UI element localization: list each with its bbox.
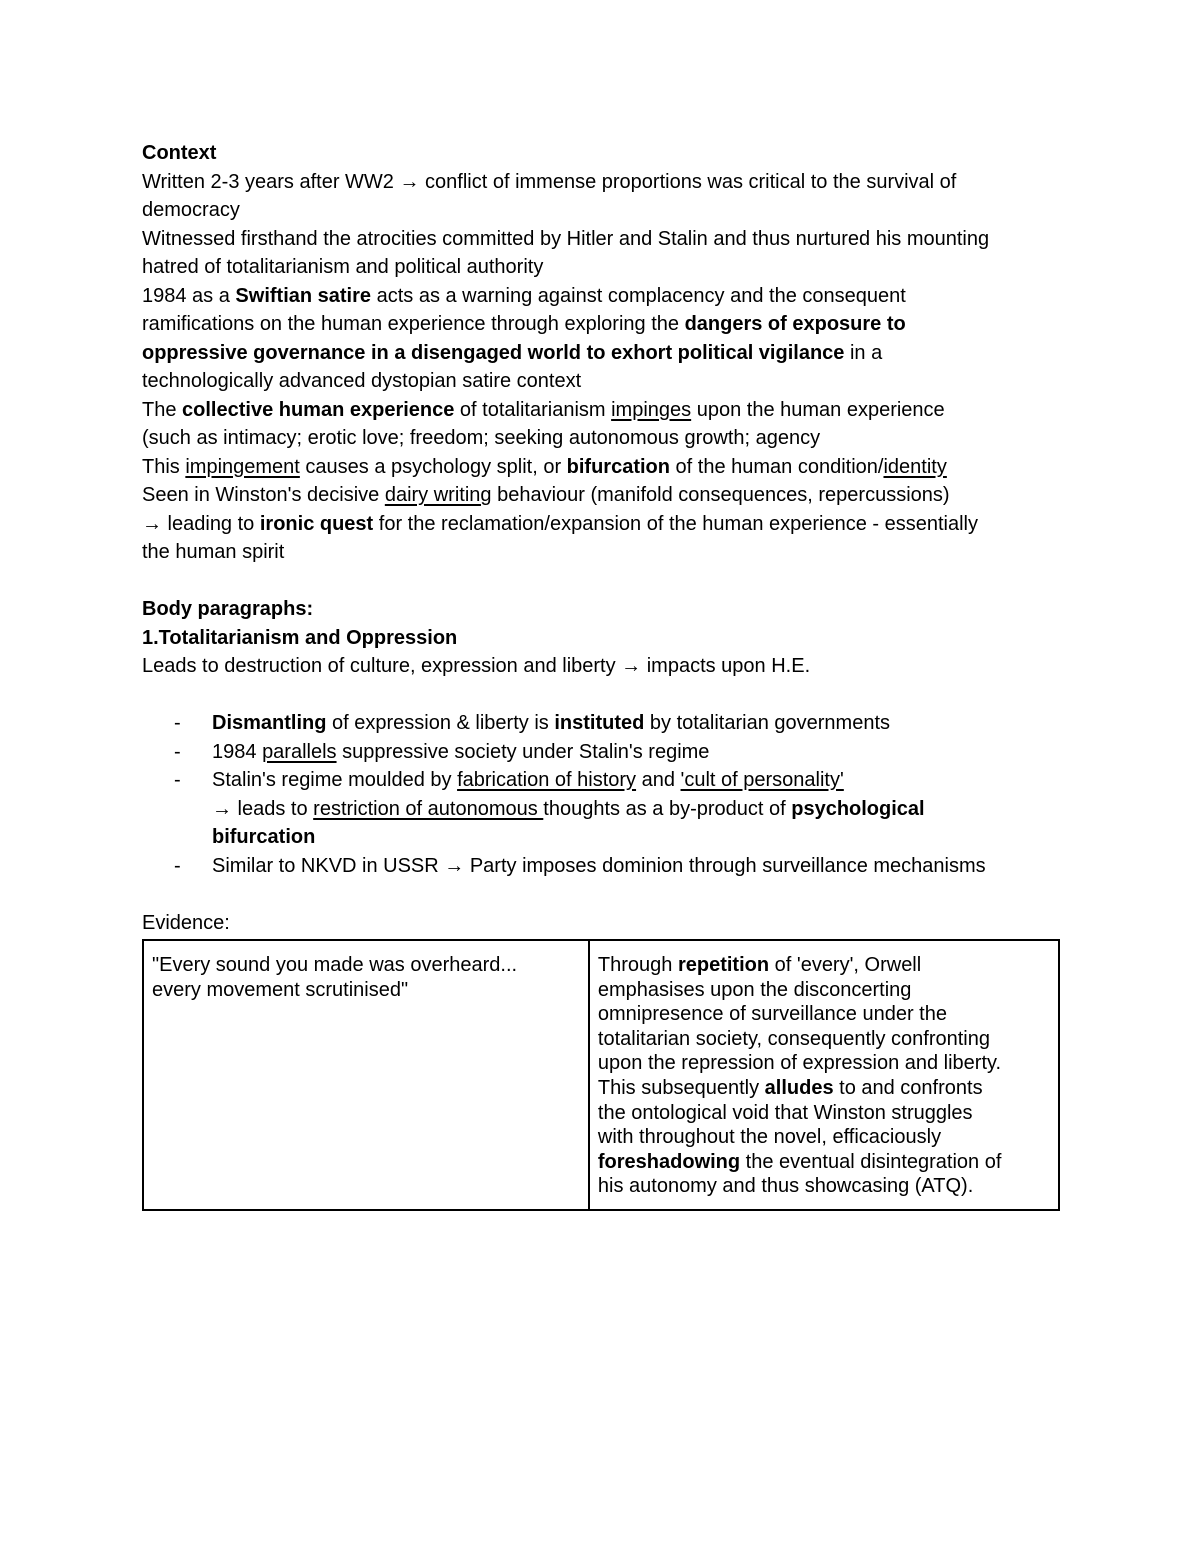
underlined-term: restriction of autonomous	[313, 797, 544, 820]
bold-term: Dismantling	[212, 712, 327, 734]
context-line	[142, 396, 1067, 425]
text: ramifications on the human experience through exploring the	[142, 313, 685, 335]
context-line	[142, 310, 1067, 339]
analysis-line	[598, 1076, 1050, 1101]
context-line	[142, 339, 1067, 368]
text: acts as a warning against complacency and the consequent	[371, 284, 906, 307]
bold-term: psychological	[791, 797, 925, 820]
text: This subsequently	[597, 1076, 765, 1099]
spacer	[142, 681, 1067, 710]
context-line	[142, 510, 1067, 539]
context-line	[142, 481, 1067, 510]
text: technologically advanced dystopian satire context	[142, 370, 582, 392]
section-intro: Leads to destruction of culture, expression and liberty → impacts upon H.E.	[142, 655, 811, 677]
text: the human spirit	[142, 541, 285, 563]
bullet-dash: -	[174, 740, 181, 763]
text: by totalitarian governments	[644, 712, 891, 734]
context-line	[142, 168, 1067, 197]
quote-line: every movement scrutinised"	[152, 978, 409, 1001]
document-body	[142, 139, 1067, 937]
text: → leads to	[212, 797, 314, 820]
text: This	[142, 455, 186, 478]
bold-term: Swiftian satire	[235, 284, 372, 307]
bold-term: collective human experience	[182, 398, 455, 421]
analysis-line	[598, 953, 1050, 978]
bold-term: bifurcation	[566, 455, 670, 478]
text: of totalitarianism	[454, 398, 612, 421]
text: Written 2-3 years after WW2 → conflict of immense proportions was critical to the survival of	[142, 170, 957, 193]
context-line	[142, 367, 1067, 396]
text: and	[636, 769, 681, 791]
underlined-term: identity	[883, 455, 947, 478]
bold-term: dangers of exposure to	[684, 313, 906, 335]
bold-term: bifurcation	[212, 826, 316, 848]
text: Seen in Winston's decisive	[142, 484, 385, 506]
spacer	[142, 880, 1067, 909]
text: → leading to	[142, 512, 260, 535]
spacer	[142, 567, 1067, 596]
text: in a	[844, 341, 883, 364]
analysis-line: omnipresence of surveillance under the	[597, 1003, 947, 1026]
text: thoughts as a by-product of	[543, 797, 792, 820]
context-line	[142, 453, 1067, 482]
context-line	[142, 225, 1067, 254]
text: hatred of totalitarianism and political authority	[142, 256, 544, 278]
context-heading: Context	[142, 142, 217, 164]
underlined-term: dairy writing	[384, 484, 492, 506]
bullet-dash: -	[174, 854, 181, 877]
context-line	[142, 538, 1067, 567]
bold-term: repetition	[677, 954, 770, 976]
list-item	[142, 852, 1067, 881]
list-item	[142, 738, 1067, 767]
context-line	[142, 196, 1067, 225]
analysis-line: the ontological void that Winston struggles	[597, 1101, 973, 1124]
context-line	[142, 253, 1067, 282]
quote-cell	[143, 940, 589, 1210]
context-line	[142, 424, 1067, 453]
text: (such as intimacy; erotic love; freedom; seeking autonomous growth; agency	[142, 427, 821, 449]
analysis-line: with throughout the novel, efficaciously	[597, 1126, 942, 1149]
bullet-dash: -	[174, 769, 181, 791]
text: to and confronts	[833, 1076, 983, 1099]
analysis-line	[598, 1150, 1050, 1175]
section-title: 1.Totalitarianism and Oppression	[142, 626, 458, 649]
text: The	[142, 398, 183, 421]
text: 1984	[212, 740, 263, 763]
evidence-table	[142, 939, 1060, 1211]
bold-term: ironic quest	[259, 512, 374, 535]
underlined-term: 'cult of personality'	[680, 769, 844, 791]
text: Through	[597, 954, 678, 976]
underlined-term: impingement	[185, 455, 300, 478]
evidence-label: Evidence:	[142, 911, 230, 934]
bullet-list	[142, 709, 1067, 880]
text: suppressive society under Stalin's regime	[336, 740, 710, 763]
text: for the reclamation/expansion of the human experience - essentially	[373, 512, 979, 535]
list-item	[142, 709, 1067, 738]
bold-term: oppressive governance in a disengaged world to exhort political vigilance	[142, 341, 845, 364]
quote-line: "Every sound you made was overheard...	[152, 954, 518, 976]
context-line	[142, 282, 1067, 311]
table-row	[143, 940, 1059, 1210]
underlined-term: impinges	[611, 398, 692, 421]
analysis-line: emphasises upon the disconcerting	[597, 978, 912, 1001]
text: behaviour (manifold consequences, repercussions)	[491, 484, 950, 506]
text: Similar to NKVD in USSR → Party imposes dominion through surveillance mechanisms	[212, 854, 986, 877]
bullet-dash: -	[174, 712, 181, 734]
text: Stalin's regime moulded by	[212, 769, 458, 791]
analysis-cell	[589, 940, 1059, 1210]
underlined-term: parallels	[262, 740, 337, 763]
underlined-term: fabrication of history	[457, 769, 637, 791]
text: of expression & liberty is	[326, 712, 555, 734]
text: of 'every', Orwell	[769, 954, 922, 976]
text: of the human condition/	[670, 455, 884, 478]
analysis-line: totalitarian society, consequently confronting	[597, 1027, 990, 1050]
analysis-line: his autonomy and thus showcasing (ATQ).	[597, 1175, 974, 1198]
text: Witnessed firsthand the atrocities committed by Hitler and Stalin and thus nurtured his mounting	[142, 227, 990, 250]
text: democracy	[142, 199, 240, 221]
bold-term: foreshadowing	[597, 1150, 741, 1173]
text: 1984 as a	[142, 284, 236, 307]
bold-term: instituted	[554, 712, 645, 734]
body-heading: Body paragraphs:	[142, 598, 314, 620]
list-item	[142, 766, 1067, 852]
analysis-line: upon the repression of expression and liberty.	[597, 1052, 1002, 1075]
text: the eventual disintegration of	[740, 1150, 1002, 1173]
text: causes a psychology split, or	[299, 455, 567, 478]
bold-term: alludes	[764, 1076, 834, 1099]
text: upon the human experience	[691, 398, 945, 421]
